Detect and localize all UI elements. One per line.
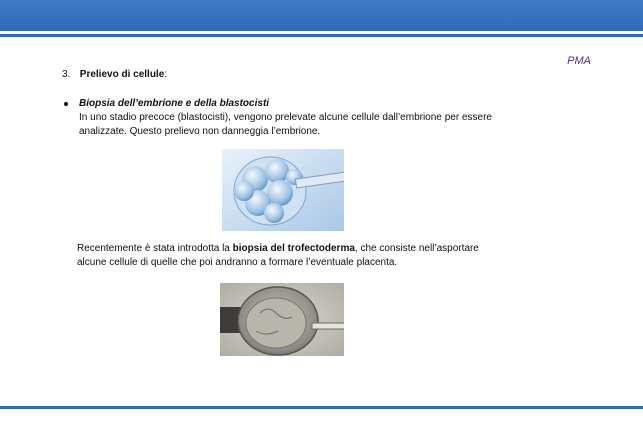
slide-tag: PMA (567, 55, 591, 67)
header-bar (0, 0, 643, 31)
header-divider (0, 34, 643, 37)
paragraph-bold-term: biopsia del trofectoderma (232, 243, 355, 254)
trophectoderm-paragraph (77, 242, 492, 270)
section-title: Prelievo di cellule (79, 69, 165, 80)
section-heading (62, 69, 167, 80)
section-suffix: : (164, 69, 168, 80)
section-number: 3. (62, 69, 71, 80)
paragraph-text-after: , che consiste nell’asportare alcune cellule di quelle che poi andranno a formare l’eventuale placenta. (77, 243, 479, 268)
bullet-heading: Biopsia dell’embrione e della blastocisti (79, 98, 270, 109)
footer-divider (0, 406, 643, 409)
bullet-dot-icon (64, 102, 68, 106)
paragraph-text-before: Recentemente è stata introdotta la (77, 243, 233, 254)
bullet-text: In uno stadio precoce (blastocisti), vengono prelevate alcune cellule dall’embrione per essere analizzate. Questo prelievo non danneggia l’embrione. (79, 112, 492, 137)
embryo-biopsy-image (222, 149, 344, 231)
trophectoderm-biopsy-image (220, 283, 344, 356)
bullet-item (62, 97, 492, 139)
